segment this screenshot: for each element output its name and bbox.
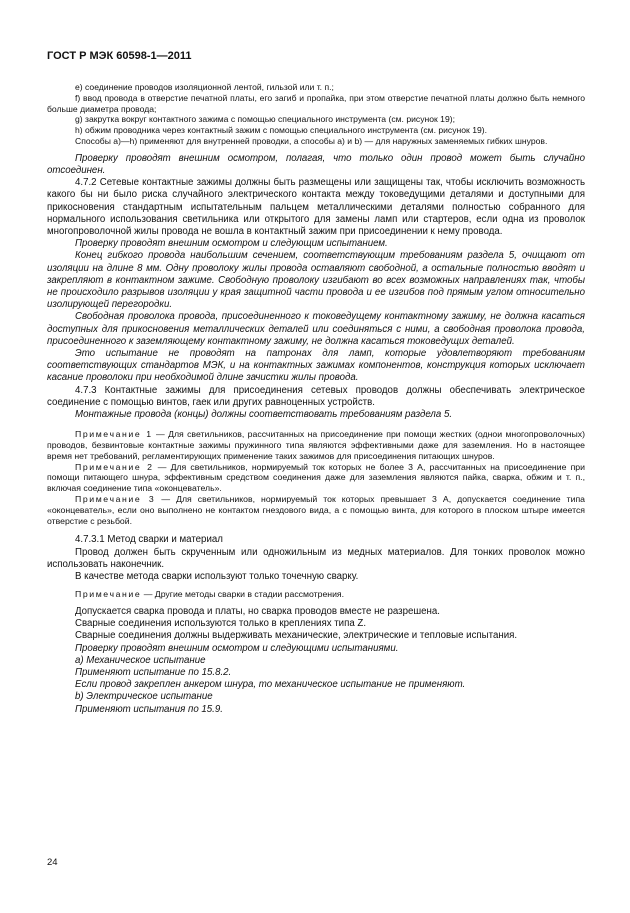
note-2 [47,462,585,494]
clause-p6: Проверку проводят внешним осмотром и следующими испытаниями. [75,642,399,654]
welding-note-label: Примечание [75,589,142,600]
method-e: е) соединение проводов изоляционной лентой, гильзой или т. п.; [75,82,334,92]
clause-p11: Применяют испытания по 15.9. [75,703,223,715]
note-1-text: — Для светильников, рассчитанных на присоединение при помощи жестких (однои многопроволочных) проводов, безвинтовые контактные зажимы пружинного типа являются эффективными даже для заземления. Но в настоящее время нет требований, регламентирующих применение таких зажимов для присоединения питающих шнуров. [47,429,585,461]
clause-p9: Если провод закреплен анкером шнура, то механическое испытание не применяют. [75,679,466,691]
clause-4-7-3-1 [47,534,585,583]
clause-heading: 4.7.3.1 Метод сварки и материал [75,534,223,546]
connection-methods-list [47,82,585,147]
note-3-label: Примечание 3 [75,494,156,505]
test-step: Конец гибкого провода наибольшим сечением, соответствующим требованиям раздела 5, очищают от изоляции на длине 8 мм. Одну проволоку жилы провода оставляют свободной, а остальные полностью вводят и закрепляют в контактном зажиме. Свободную проволоку изгибают во всех возможных направлениях так, чтобы не происходило разрывов изоляции у края защитной части провода и ее изгибов под прямым углом относительно изолирующей перегородки. [47,250,585,311]
welding-requirements [47,606,585,716]
test-intro: Проверку проводят внешним осмотром и следующим испытанием. [75,238,388,250]
clause-p3: Допускается сварка провода и платы, но сварка проводов вместе не разрешена. [75,606,440,618]
test-exclusion: Это испытание не проводят на патронах для ламп, которые удовлетворяют требованиям соответствующих стандартов МЭК, и на контактных зажимах компонентов, конструкция которых исключает касание проволоки при необходимой длине зачистки жилы провода. [47,348,585,384]
document-header: ГОСТ Р МЭК 60598-1—2011 [47,50,192,62]
welding-note-text: — Другие методы сварки в стадии рассмотрения. [141,589,345,600]
note-3-text: — Для светильников, нормируемый ток которых превышает 3 А, допускается соединение типа «оконцеватель», если оно выполнено не контактом гнездового вида, а с помощью винта, для которого в плоском штыре имеется отверстие с резьбой. [47,494,585,526]
test-criterion: Свободная проволока провода, присоединенного к токоведущему контактному зажиму, не должна касаться доступных для прикосновения металлических деталей или соединяться с ними, а свободная проволока провода, присоединенного к заземляющему контактному зажиму, не должна касаться токоведущих деталей. [47,311,585,347]
clause-p8: Применяют испытание по 15.8.2. [75,667,232,679]
method-h: h) обжим проводника через контактный зажим с помощью специального инструмента (см. рисунок 19). [75,125,487,136]
note-1 [47,429,585,461]
note-2-label: Примечание 2 [75,461,154,472]
page-number: 24 [47,857,58,868]
note-2-text: — Для светильников, нормируемый ток которых не более 3 А, рассчитанных на присоединение при помощи питающего шнура, эффективным средством соединения даже для заземления являются пайка, сварка, обжим и т. п., включая соединение типа «оконцеватель». [47,461,585,494]
clause-p10: b) Электрическое испытание [75,691,213,703]
welding-note [47,589,585,600]
clause-p5: Сварные соединения должны выдерживать механические, электрические и тепловые испытания. [75,630,518,642]
clause-p7: a) Механическое испытание [75,654,206,666]
note-3 [47,494,585,526]
page-content [47,82,585,716]
note-1-label: Примечание 1 [75,429,153,440]
test-procedure [47,238,585,384]
clause-p2: В качестве метода сварки используют только точечную сварку. [75,571,359,583]
check-paragraph: Проверку проводят внешним осмотром, полагая, что только один провод может быть случайно отсоединен. [47,152,585,176]
clause-4-7-2: 4.7.2 Сетевые контактные зажимы должны быть размещены или защищены так, чтобы исключить возможность какого бы ни было риска случайного электрического контакта между токоведущими деталями и доступными для прикосновения стандартным испытательным пальцем металлическими деталями полностью собранного для нормального использования светильника или открытого для замены ламп или стартеров, если одна из проволок многопроволочной жилы провода не вошла в контактный зажим при присоединении к нему провода. [47,177,585,237]
methods-applicability: Способы а)—h) применяют для внутренней проводки, а способы а) и b) — для наружных заменяемых гибких шнуров. [75,135,548,146]
mount-wires-note: Монтажные провода (концы) должны соответствовать требованиям раздела 5. [75,409,453,421]
clause-4-7-3: 4.7.3 Контактные зажимы для присоединения сетевых проводов должны обеспечивать электрическое соединение с помощью винтов, гаек или других равноценных устройств. Монтажные провода (концы) должны соответствовать требованиям раздела 5. [47,384,585,421]
method-f: f) ввод провода в отверстие печатной платы, его загиб и пропайка, при этом отверстие печатной платы должно быть немного больше диаметра провода; [47,92,585,114]
method-g: g) закрутка вокруг контактного зажима с помощью специального инструмента (см. рисунок 19); [75,114,455,125]
clause-p1: Провод должен быть скрученным или одножильным из медных материалов. Для тонких проволок можно использовать наконечник. [47,546,585,570]
clause-p4: Сварные соединения используются только в креплениях типа Z. [75,618,367,630]
notes-block [47,429,585,526]
